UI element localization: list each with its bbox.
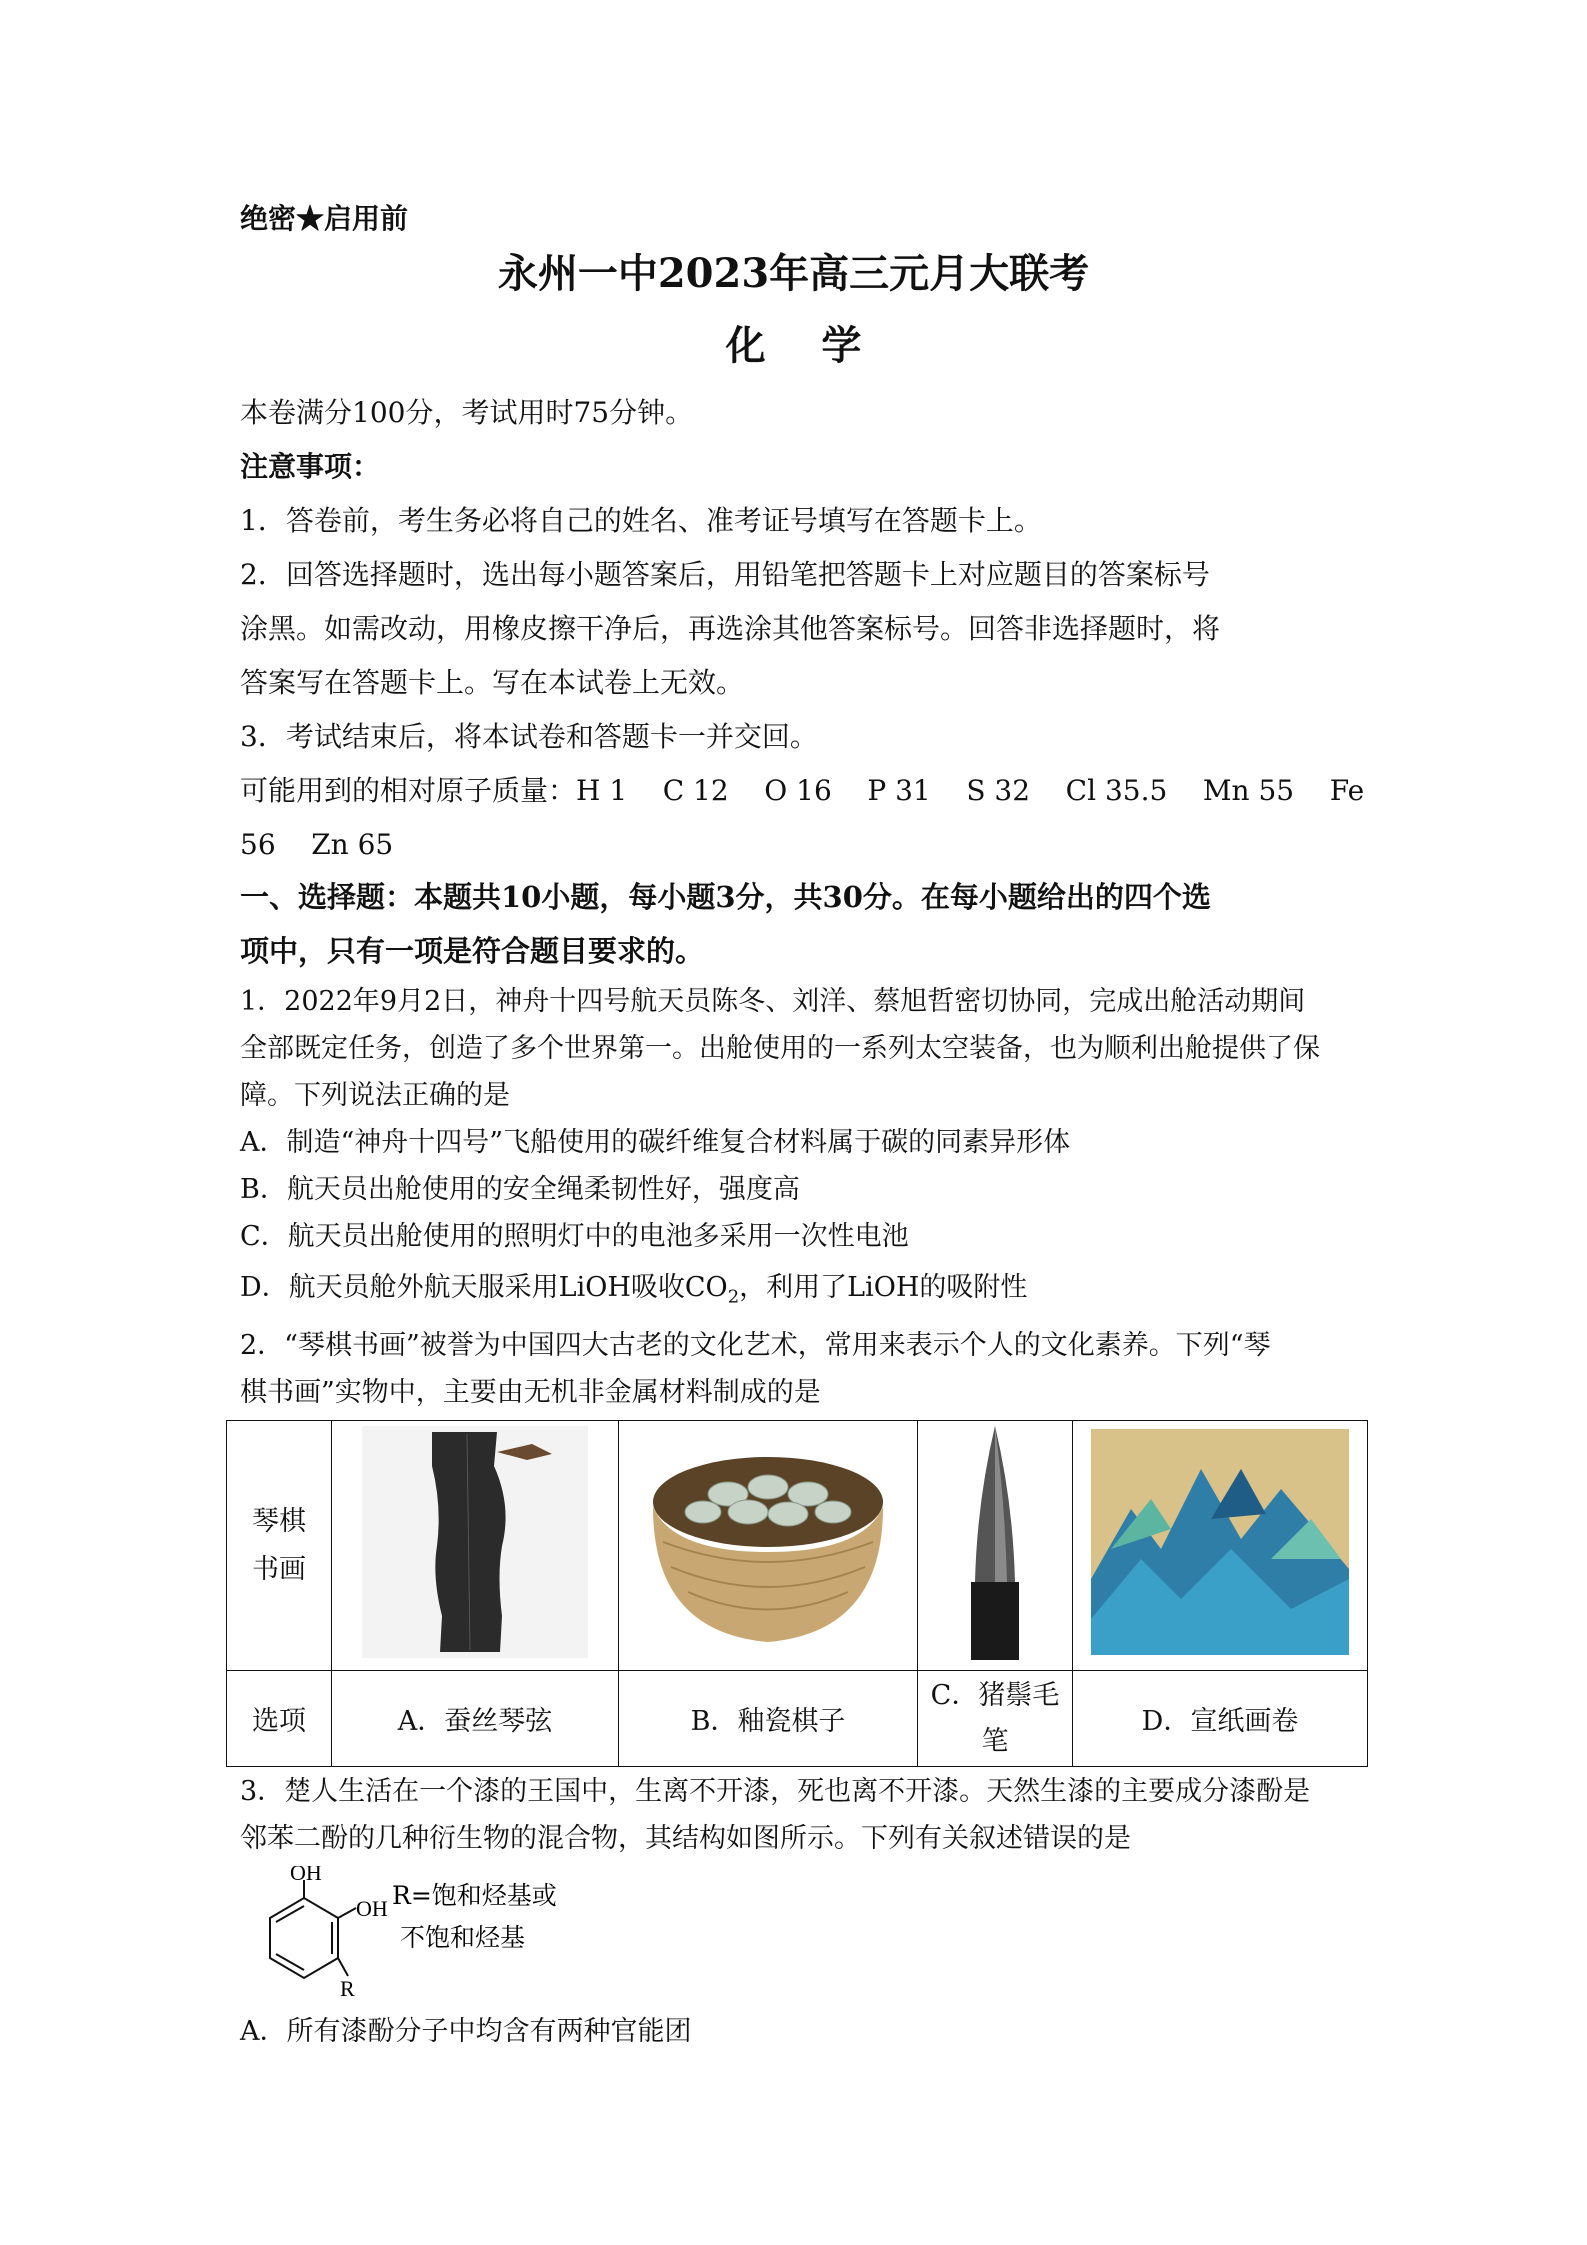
- q2-option-c-line: 笔: [981, 1725, 1009, 1757]
- atomic-mass-line: 可能用到的相对原子质量：H 1 C 12 O 16 P 31 S 32 Cl 35.5 Mn 55 Fe: [240, 774, 1365, 807]
- urushiol-structure-diagram: [240, 1866, 580, 2006]
- r-label: R: [340, 1976, 355, 2001]
- q1-stem: 全部既定任务，创造了多个世界第一。出舱使用的一系列太空装备，也为顺利出舱提供了保: [240, 1033, 1320, 1064]
- section-heading: 一、选择题：本题共10小题，每小题3分，共30分。在每小题给出的四个选: [240, 880, 1211, 914]
- q1-option-a: A．制造“神舟十四号”飞船使用的碳纤维复合材料属于碳的同素异形体: [240, 1127, 1071, 1158]
- q1-option-b: B．航天员出舱使用的安全绳柔韧性好，强度高: [240, 1174, 800, 1205]
- section-heading: 项中，只有一项是符合题目要求的。: [240, 934, 705, 968]
- notice-item: 2．回答选择题时，选出每小题答案后，用铅笔把答题卡上对应题目的答案标号: [240, 558, 1210, 591]
- shu-image-cell: [918, 1421, 1073, 1671]
- q3-stem: 3．楚人生活在一个漆的王国中，生离不开漆，死也离不开漆。天然生漆的主要成分漆酚是: [240, 1776, 1311, 1807]
- q2-option-d: D．宣纸画卷: [1073, 1671, 1368, 1767]
- q1-stem: 障。下列说法正确的是: [240, 1080, 510, 1111]
- atomic-mass-line: 56 Zn 65: [240, 828, 394, 861]
- notice-item: 答案写在答题卡上。写在本试卷上无效。: [240, 666, 745, 699]
- qi-image-cell: [619, 1421, 918, 1671]
- q2-stem: 2．“琴棋书画”被誉为中国四大古老的文化艺术，常用来表示个人的文化素养。下列“琴: [240, 1330, 1271, 1361]
- q2-row-label: 选项: [227, 1671, 332, 1767]
- guqin-image: [362, 1426, 588, 1658]
- brush-image: [955, 1422, 1035, 1662]
- q1-option-d: [240, 1264, 1360, 1320]
- secret-label: 绝密★启用前: [240, 202, 409, 235]
- q2-stem: 棋书画”实物中，主要由无机非金属材料制成的是: [240, 1377, 821, 1408]
- q2-label-line: 琴棋: [252, 1505, 306, 1537]
- q1-stem: 1．2022年9月2日，神舟十四号航天员陈冬、刘洋、蔡旭哲密切协同，完成出舱活动期间: [240, 986, 1306, 1017]
- notice-item: 1．答卷前，考生务必将自己的姓名、准考证号填写在答题卡上。: [240, 504, 1042, 537]
- exam-title: 永州一中2023年高三元月大联考: [497, 250, 1090, 297]
- landscape-painting-image: [1091, 1429, 1349, 1655]
- q2-option-c-line: C．猪鬃毛: [930, 1679, 1060, 1711]
- q1-option-d-sub: 2: [727, 1286, 740, 1308]
- q2-option-b: B．釉瓷棋子: [619, 1671, 918, 1767]
- hua-image-cell: [1073, 1421, 1368, 1671]
- r-definition: R=饱和烃基或: [392, 1881, 557, 1910]
- oh-label: OH: [290, 1866, 322, 1885]
- q2-table: [226, 1420, 1368, 1767]
- notice-item: 涂黑。如需改动，用橡皮擦干净后，再选涂其他答案标号。回答非选择题时，将: [240, 612, 1221, 645]
- r-definition: 不饱和烃基: [400, 1923, 526, 1952]
- q2-label-line: 书画: [252, 1553, 306, 1585]
- notice-heading: 注意事项：: [240, 450, 381, 483]
- q1-option-d-pre: D．航天员舱外航天服采用LiOH吸收CO: [240, 1272, 728, 1303]
- qin-image-cell: [332, 1421, 619, 1671]
- oh-label: OH: [356, 1896, 388, 1921]
- q2-option-a: A．蚕丝琴弦: [332, 1671, 619, 1767]
- q2-row-label: [227, 1421, 332, 1671]
- q1-option-d-post: ，利用了LiOH的吸附性: [739, 1272, 1028, 1303]
- q3-option-a: A．所有漆酚分子中均含有两种官能团: [240, 2016, 692, 2047]
- q2-option-c: [918, 1671, 1073, 1767]
- q1-option-c: C．航天员出舱使用的照明灯中的电池多采用一次性电池: [240, 1221, 909, 1252]
- subject-title: 化 学: [725, 322, 862, 369]
- q3-stem: 邻苯二酚的几种衍生物的混合物，其结构如图所示。下列有关叙述错误的是: [240, 1823, 1131, 1854]
- notice-item: 3．考试结束后，将本试卷和答题卡一并交回。: [240, 720, 818, 753]
- score-info: 本卷满分100分，考试用时75分钟。: [240, 396, 694, 429]
- go-bowl-image: [633, 1432, 903, 1652]
